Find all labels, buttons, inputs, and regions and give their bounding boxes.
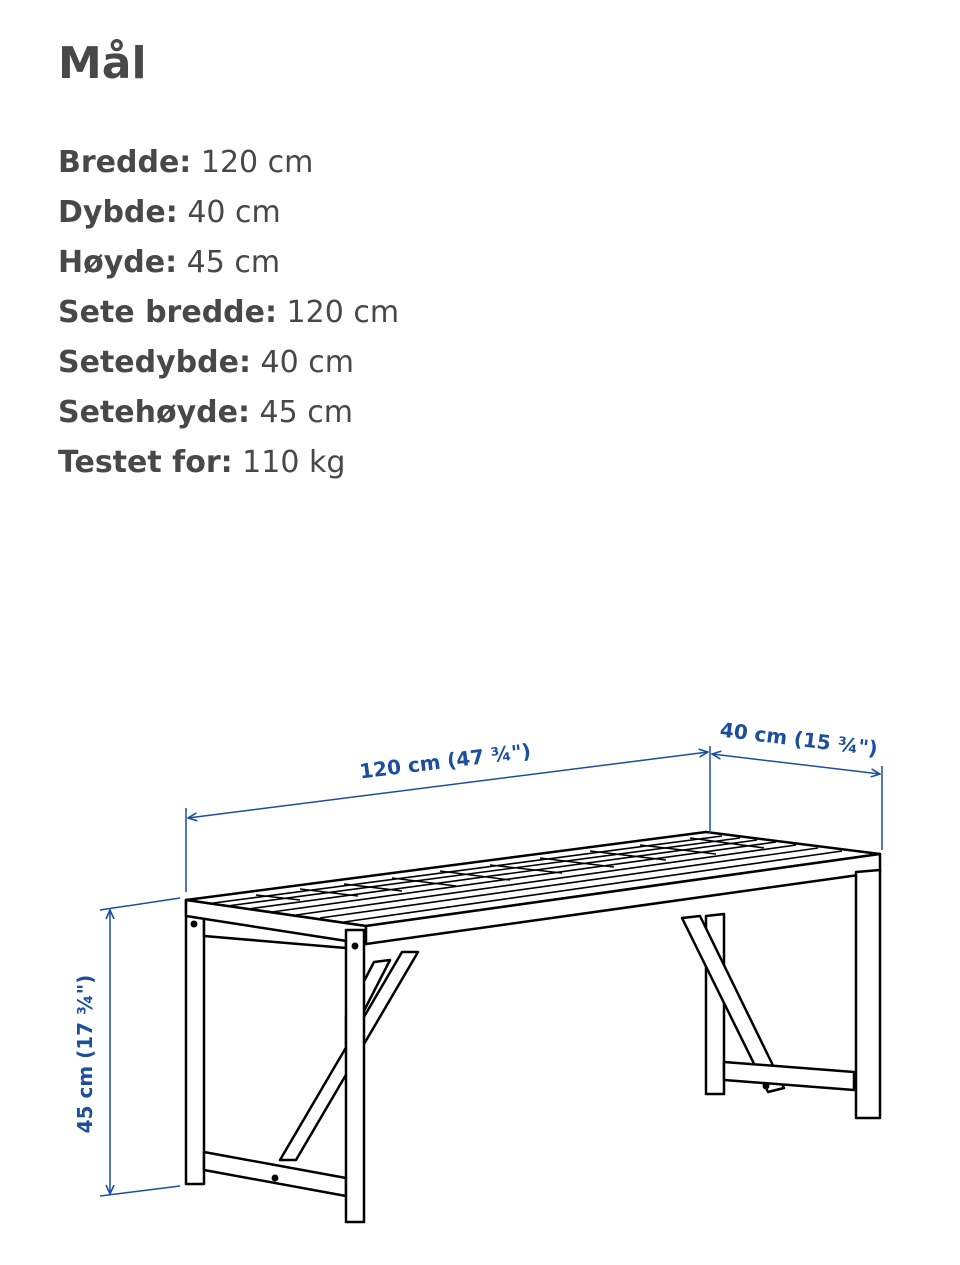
spec-row-seat-depth: [58, 338, 399, 388]
spec-value: 110 kg: [242, 445, 346, 480]
spec-value: 120 cm: [286, 295, 400, 330]
spec-row-seat-height: [58, 388, 399, 438]
spec-label: Testet for:: [58, 445, 233, 480]
depth-dimension-label: 40 cm (15 ¾"): [718, 717, 880, 761]
height-dimension-label: 45 cm (17 ¾"): [73, 974, 97, 1134]
spec-row-tested-for: [58, 438, 399, 488]
spec-row-seat-width: [58, 288, 399, 338]
spec-label: Bredde:: [58, 145, 192, 180]
dimension-lines: [100, 746, 882, 1196]
page-title: Mål: [58, 38, 147, 89]
spec-row-width: [58, 138, 399, 188]
spec-label: Setehøyde:: [58, 395, 250, 430]
bench-dimension-drawing: [0, 690, 960, 1250]
spec-label: Setedybde:: [58, 345, 251, 380]
dimension-list: [58, 138, 399, 488]
spec-value: 45 cm: [259, 395, 353, 430]
spec-label: Sete bredde:: [58, 295, 277, 330]
spec-value: 40 cm: [260, 345, 354, 380]
bench-drawing: [186, 832, 880, 1222]
spec-label: Dybde:: [58, 195, 178, 230]
spec-row-depth: [58, 188, 399, 238]
spec-label: Høyde:: [58, 245, 178, 280]
width-dimension-label: 120 cm (47 ¾"): [358, 738, 533, 784]
spec-value: 120 cm: [200, 145, 314, 180]
spec-row-height: [58, 238, 399, 288]
spec-value: 40 cm: [187, 195, 281, 230]
spec-value: 45 cm: [186, 245, 281, 280]
